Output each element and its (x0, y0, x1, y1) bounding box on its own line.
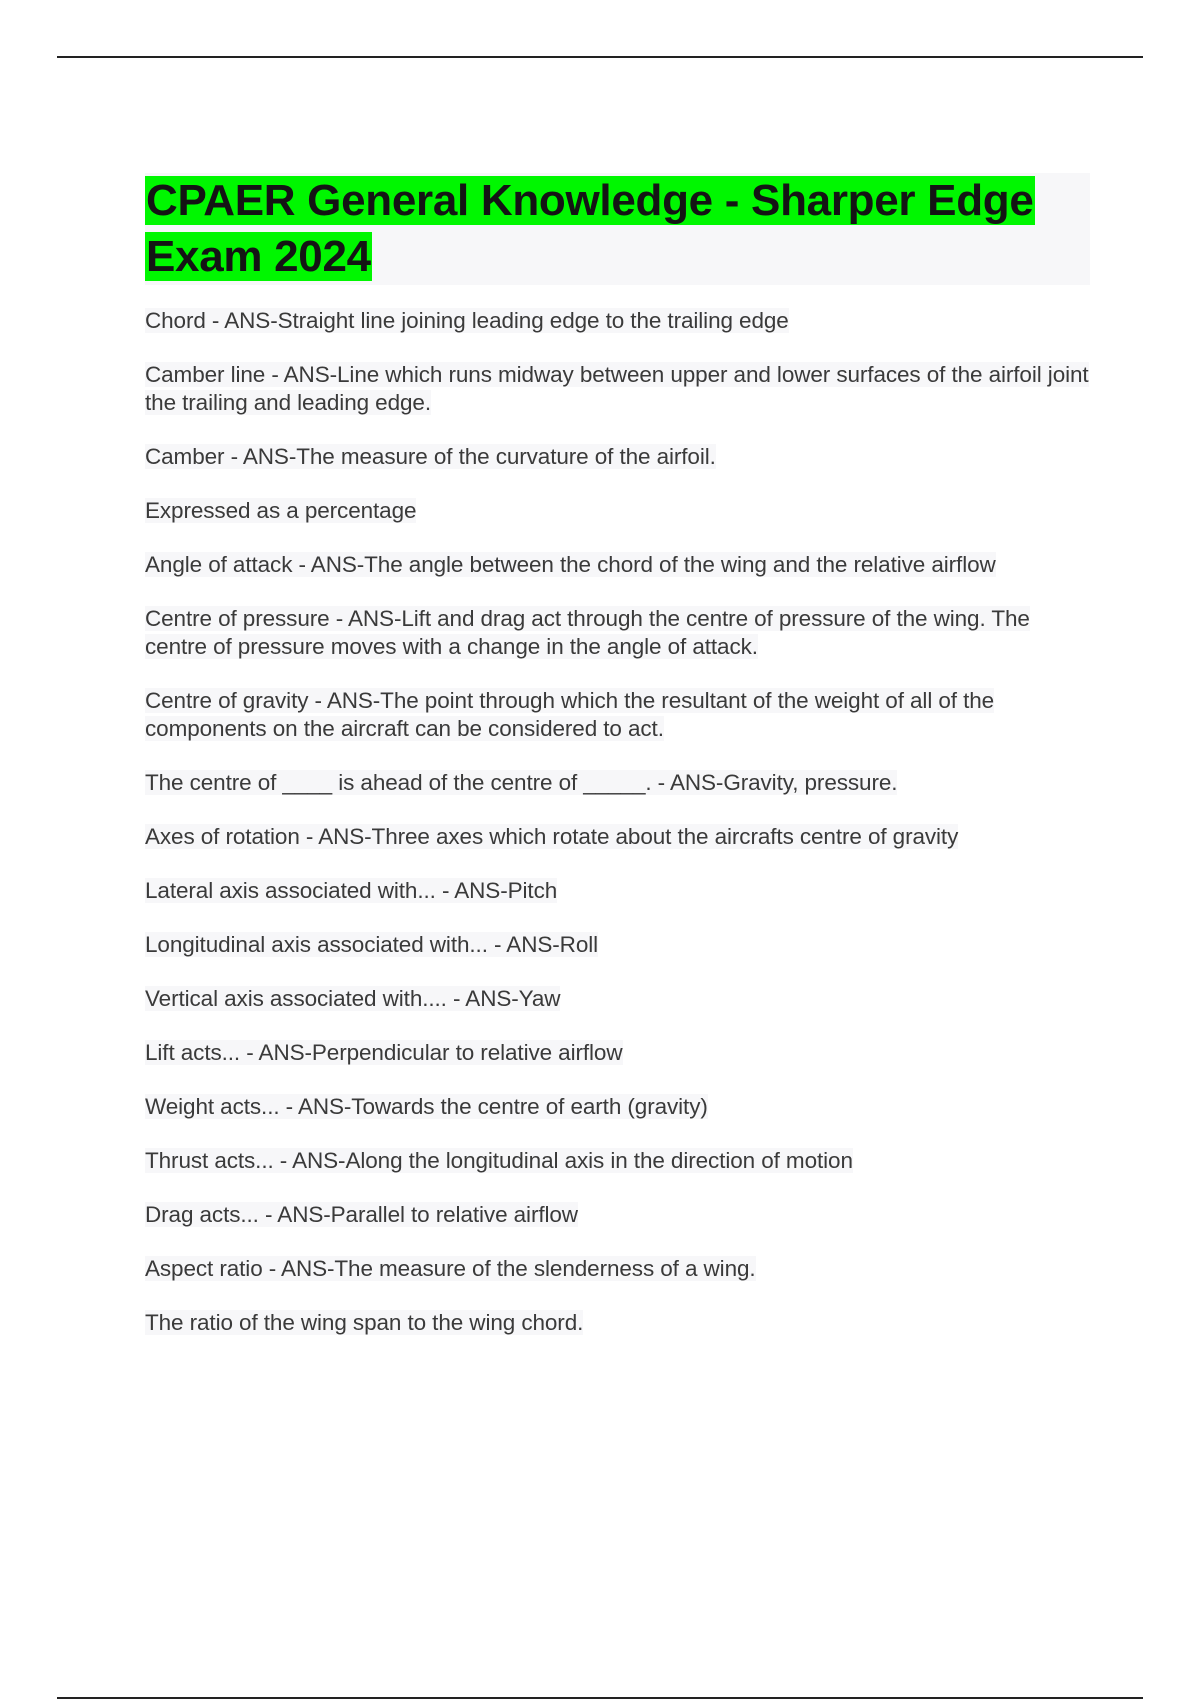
entry-thrust: Thrust acts... - ANS-Along the longitudinal axis in the direction of motion (145, 1148, 853, 1173)
entry-centre-fill-in: The centre of ____ is ahead of the centre of _____. - ANS-Gravity, pressure. (145, 770, 898, 795)
entry-centre-of-pressure: Centre of pressure - ANS-Lift and drag act through the centre of pressure of the wing. The centre of pressure moves with a change in the angle of attack. (145, 606, 1030, 659)
entry-axes-of-rotation: Axes of rotation - ANS-Three axes which rotate about the aircrafts centre of gravity (145, 824, 959, 849)
footer-rule (57, 1697, 1143, 1699)
header-rule (57, 56, 1143, 58)
entry-expressed-percentage: Expressed as a percentage (145, 498, 417, 523)
entry-wing-ratio: The ratio of the wing span to the wing chord. (145, 1310, 584, 1335)
entry-camber: Camber - ANS-The measure of the curvature of the airfoil. (145, 444, 716, 469)
entry-drag: Drag acts... - ANS-Parallel to relative airflow (145, 1202, 578, 1227)
entry-longitudinal-axis: Longitudinal axis associated with... - ANS-Roll (145, 932, 599, 957)
title-block (145, 173, 1090, 285)
entry-lateral-axis: Lateral axis associated with... - ANS-Pitch (145, 878, 558, 903)
entry-vertical-axis: Vertical axis associated with.... - ANS-Yaw (145, 986, 561, 1011)
entry-chord: Chord - ANS-Straight line joining leading edge to the trailing edge (145, 308, 789, 333)
document-title (145, 173, 1090, 285)
entry-lift: Lift acts... - ANS-Perpendicular to relative airflow (145, 1040, 623, 1065)
entry-centre-of-gravity: Centre of gravity - ANS-The point through which the resultant of the weight of all of the components on the aircraft can be considered to act. (145, 688, 995, 741)
entry-weight: Weight acts... - ANS-Towards the centre of earth (gravity) (145, 1094, 708, 1119)
title-highlight: CPAER General Knowledge - Sharper Edge Exam 2024 (146, 176, 1034, 281)
entry-angle-of-attack: Angle of attack - ANS-The angle between the chord of the wing and the relative airflow (145, 552, 996, 577)
entry-camber-line: Camber line - ANS-Line which runs midway between upper and lower surfaces of the airfoil joint the trailing and leading edge. (145, 362, 1089, 415)
document-body (145, 173, 1090, 1363)
entry-aspect-ratio: Aspect ratio - ANS-The measure of the slenderness of a wing. (145, 1256, 756, 1281)
